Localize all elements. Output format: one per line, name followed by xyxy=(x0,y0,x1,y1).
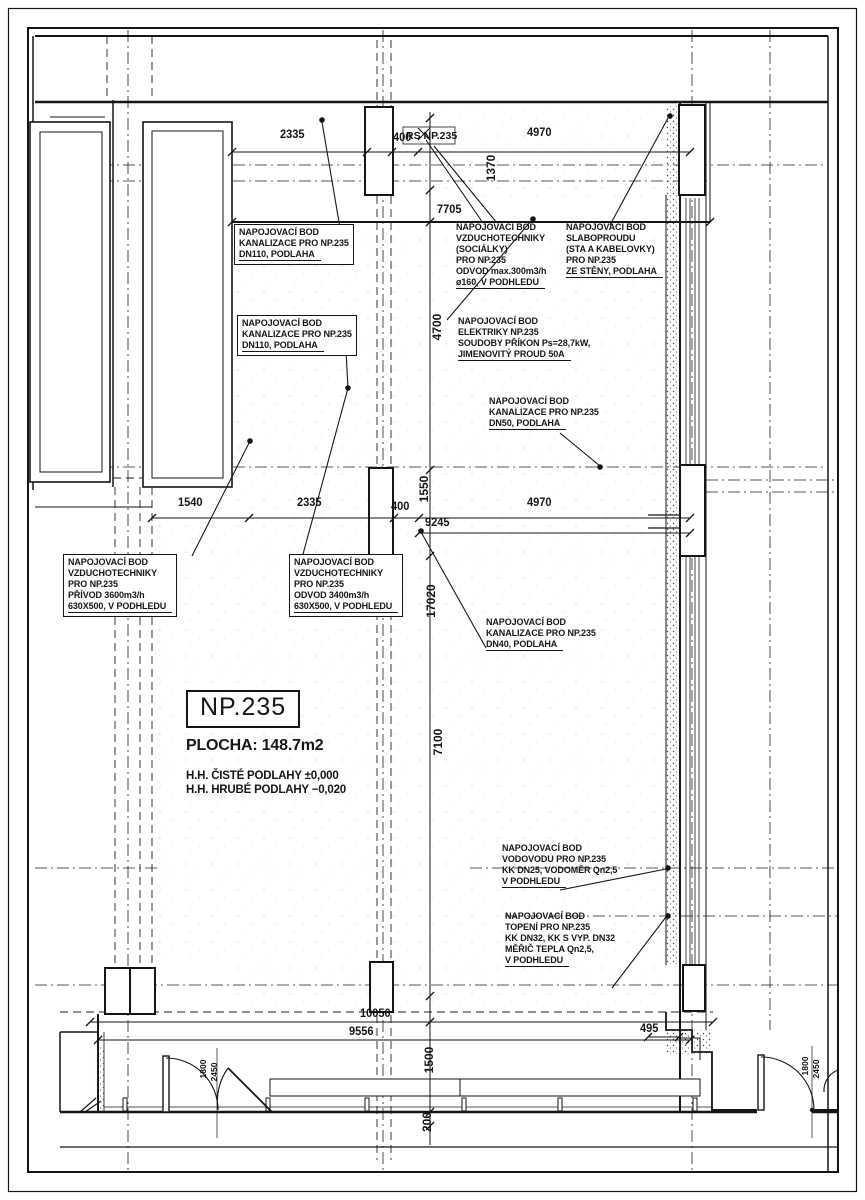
room-number: NP.235 xyxy=(186,690,300,728)
note-line: ZE STĚNY, PODLAHA xyxy=(566,266,663,278)
note-line: V PODHLEDU xyxy=(502,876,566,888)
note-line: PRO NP.235 xyxy=(68,579,118,589)
note-line: PRO NP.235 xyxy=(456,255,506,265)
note-line: NAPOJOVACÍ BOD xyxy=(458,316,538,326)
riser-label: RS NP.235 xyxy=(406,130,458,142)
dim-495: 495 xyxy=(640,1021,659,1035)
dim-1550: 1550 xyxy=(417,475,431,503)
note-line: MĚŘIČ TEPLA Qn2,5, xyxy=(505,944,594,954)
note-kanalizace-dn50 xyxy=(489,396,599,430)
note-line: V PODHLEDU xyxy=(505,955,569,967)
service-pipes xyxy=(686,198,699,1008)
note-line: NAPOJOVACÍ BOD xyxy=(68,557,148,567)
dim-17020: 17020 xyxy=(424,584,438,618)
note-line: NAPOJOVACÍ BOD xyxy=(456,222,536,232)
note-line: KANALIZACE PRO NP.235 xyxy=(239,238,349,248)
dim-1370: 1370 xyxy=(484,154,498,182)
room-level-rough: H.H. HRUBÉ PODLAHY −0,020 xyxy=(186,784,346,796)
note-line: KK DN25, VODOMĚR Qn2,5 xyxy=(502,865,618,875)
note-line: DN110, PODLAHA xyxy=(239,249,321,261)
note-line: PRO NP.235 xyxy=(566,255,616,265)
note-kanalizace-dn40 xyxy=(486,617,596,651)
dim-top-2335: 2335 xyxy=(280,127,305,141)
room-area: PLOCHA: 148.7m2 xyxy=(186,737,324,754)
note-slaboproud xyxy=(566,222,663,278)
dim-4700: 4700 xyxy=(430,313,444,341)
note-line: DN110, PODLAHA xyxy=(242,340,324,352)
note-line: ODVOD 3400m3/h xyxy=(294,590,370,600)
note-line: DN50, PODLAHA xyxy=(489,418,566,430)
note-line: TOPENÍ PRO NP.235 xyxy=(505,922,591,932)
note-line: VODOVODU PRO NP.235 xyxy=(502,854,606,864)
facade xyxy=(60,1079,838,1147)
dim-9245: 9245 xyxy=(425,515,450,529)
note-line: PŘÍVOD 3600m3/h xyxy=(68,590,145,600)
dim-1500: 1500 xyxy=(422,1046,436,1074)
note-line: NAPOJOVACÍ BOD xyxy=(502,843,582,853)
note-line: KK DN32, KK S VYP. DN32 xyxy=(505,933,616,943)
note-line: JIMENOVITÝ PROUD 50A xyxy=(458,349,571,361)
note-line: 630X500, V PODHLEDU xyxy=(294,601,398,613)
mullions xyxy=(123,1098,697,1111)
dim-9556: 9556 xyxy=(349,1024,374,1038)
dim-7705: 7705 xyxy=(437,202,462,216)
note-kanalizace-dn110-b xyxy=(237,315,357,356)
note-line: KANALIZACE PRO NP.235 xyxy=(486,628,596,638)
door-right-height: 2450 xyxy=(811,1059,821,1079)
note-line: NAPOJOVACÍ BOD xyxy=(294,557,374,567)
dim-mid-2335: 2335 xyxy=(297,495,322,509)
note-line: ELEKTRIKY NP.235 xyxy=(458,327,539,337)
note-line: NAPOJOVACÍ BOD xyxy=(239,227,319,237)
note-line: VZDUCHOTECHNIKY xyxy=(68,568,158,578)
note-line: PRO NP.235 xyxy=(294,579,344,589)
note-elektrika xyxy=(458,316,590,361)
note-line: KANALIZACE PRO NP.235 xyxy=(489,407,599,417)
shafts xyxy=(30,117,232,487)
note-vzt-socialky xyxy=(456,222,546,289)
dim-10050: 10050 xyxy=(360,1006,391,1020)
door-left-width: 1800 xyxy=(198,1059,208,1079)
note-kanalizace-dn110-a xyxy=(234,224,354,265)
note-topeni xyxy=(505,911,615,967)
note-line: NAPOJOVACÍ BOD xyxy=(566,222,646,232)
note-line: ø160, V PODHLEDU xyxy=(456,277,545,289)
note-line: (STA A KABELOVKY) xyxy=(566,244,655,254)
note-line: SLABOPROUDU xyxy=(566,233,636,243)
note-vodovod xyxy=(502,843,617,888)
note-line: SOUDOBY PŘÍKON Ps=28,7kW, xyxy=(458,338,591,348)
door-left-height: 2450 xyxy=(209,1062,219,1082)
dim-top-400: 400 xyxy=(393,130,412,144)
note-line: 630X500, V PODHLEDU xyxy=(68,601,172,613)
door-right-width: 1800 xyxy=(800,1056,810,1076)
note-line: KANALIZACE PRO NP.235 xyxy=(242,329,352,339)
room-level-clean: H.H. ČISTÉ PODLAHY ±0,000 xyxy=(186,770,339,782)
note-line: NAPOJOVACÍ BOD xyxy=(486,617,566,627)
note-line: NAPOJOVACÍ BOD xyxy=(489,396,569,406)
note-vzt-privod xyxy=(63,554,177,617)
note-line: DN40, PODLAHA xyxy=(486,639,563,651)
note-line: ODVOD max.300m3/h xyxy=(456,266,547,276)
note-line: NAPOJOVACÍ BOD xyxy=(242,318,322,328)
dim-mid-400: 400 xyxy=(391,499,410,513)
note-vzt-odvod xyxy=(289,554,403,617)
note-line: (SOCIÁLKY) xyxy=(456,244,508,254)
dim-mid-4970: 4970 xyxy=(527,495,552,509)
dim-top-4970: 4970 xyxy=(527,125,552,139)
note-line: VZDUCHOTECHNIKY xyxy=(294,568,384,578)
dim-7100: 7100 xyxy=(431,728,445,756)
note-line: VZDUCHOTECHNIKY xyxy=(456,233,546,243)
dim-200: 200 xyxy=(420,1111,434,1133)
note-line: NAPOJOVACÍ BOD xyxy=(505,911,585,921)
dim-mid-1540: 1540 xyxy=(178,495,203,509)
